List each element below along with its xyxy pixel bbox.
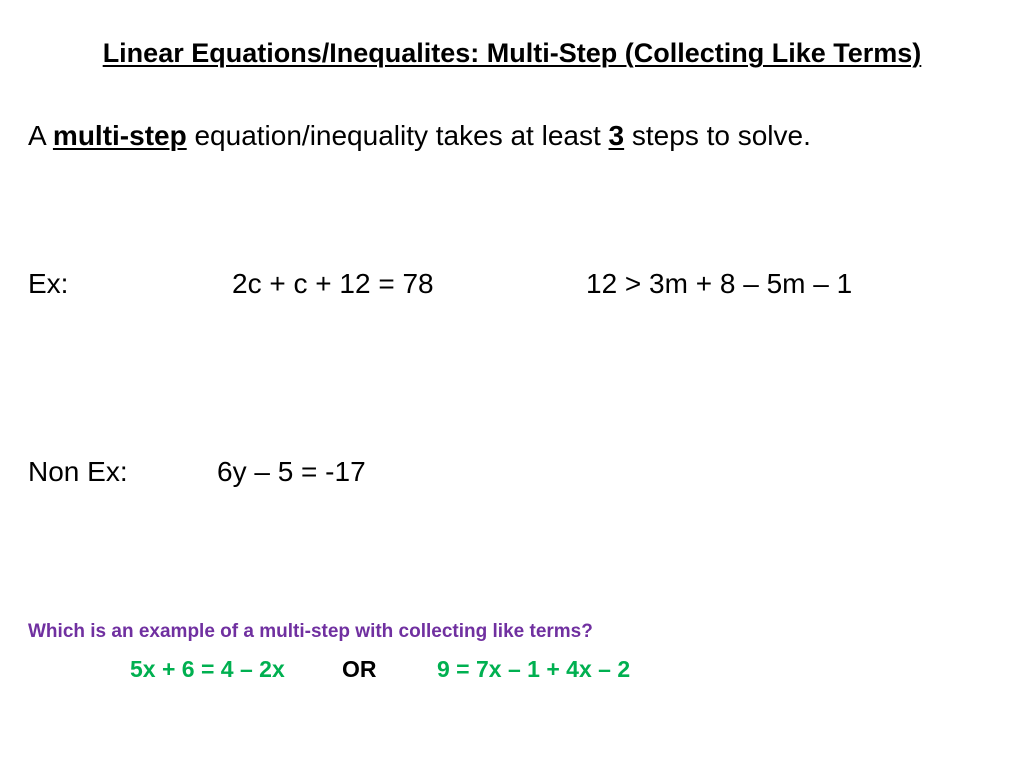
slide-title: Linear Equations/Inequalites: Multi-Step (Collecting Like Terms) (102, 38, 922, 68)
example-equation-1: 2c + c + 12 = 78 (232, 268, 434, 299)
examples-label: Ex: (28, 268, 69, 299)
non-examples-label: Non Ex: (28, 456, 128, 487)
option-b-equation: 9 = 7x – 1 + 4x – 2 (437, 656, 631, 682)
definition-suffix: steps to solve. (624, 120, 811, 151)
definition-step-count: 3 (608, 120, 625, 151)
definition-sentence (28, 120, 811, 152)
example-inequality-2: 12 > 3m + 8 – 5m – 1 (586, 268, 853, 299)
definition-middle: equation/inequality takes at least (186, 120, 609, 151)
question-prompt: Which is an example of a multi-step with collecting like terms? (28, 621, 593, 642)
option-connector: OR (342, 656, 377, 682)
non-example-equation: 6y – 5 = -17 (217, 456, 366, 487)
definition-prefix: A (28, 120, 53, 151)
option-a-equation: 5x + 6 = 4 – 2x (130, 656, 285, 682)
definition-term: multi-step (52, 120, 187, 151)
